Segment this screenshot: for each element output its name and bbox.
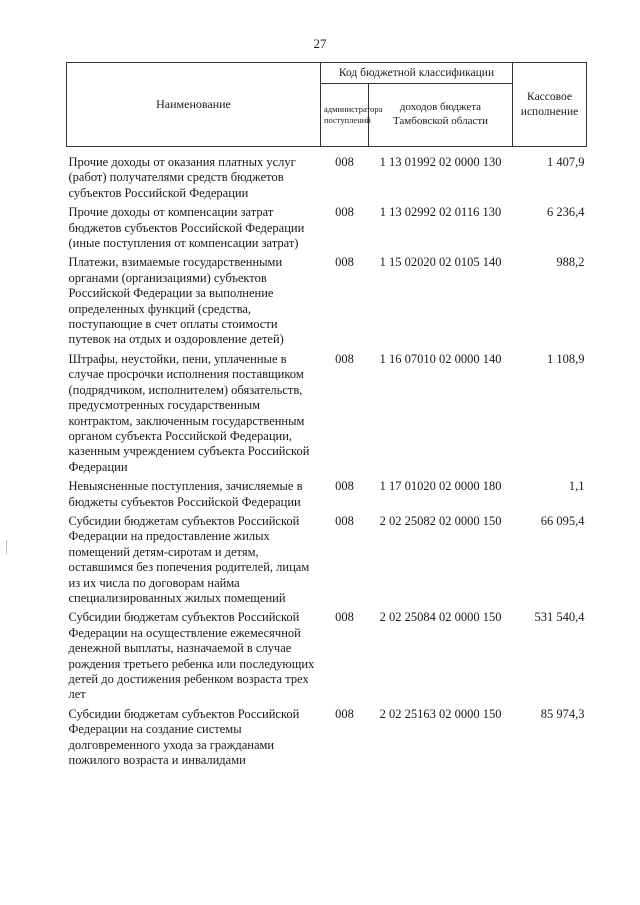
row-admin-code-cell: 008 — [335, 205, 354, 220]
row-revenue-code-cell: 1 13 01992 02 0000 130 — [379, 155, 502, 169]
table-body — [67, 147, 587, 773]
row-revenue-code-cell: 1 13 02992 02 0116 130 — [379, 205, 502, 220]
row-revenue-code-cell: 1 15 02020 02 0105 140 — [379, 255, 502, 270]
row-amount-cell: 1 108,9 — [547, 351, 585, 366]
table-row — [67, 479, 587, 514]
header-classification-code: Код бюджетной классификации — [321, 63, 513, 84]
row-admin-code-cell: 008 — [335, 155, 354, 169]
table-row — [67, 205, 587, 255]
row-amount-cell: 66 095,4 — [540, 513, 585, 528]
table-row — [67, 514, 587, 610]
table-row — [67, 610, 587, 706]
row-name-cell: Субсидии бюджетам субъектов Российской Федерации на предоставление жилых помещений детям-сиротам и детям, оставшимся без попечения родителей, лицам из их числа по договорам найма специализированных жилых помещений — [68, 513, 310, 605]
margin-mark — [6, 540, 7, 554]
row-amount-cell: 1,1 — [568, 479, 585, 494]
table-row — [67, 255, 587, 351]
row-name-cell: Прочие доходы от оказания платных услуг (работ) получателями средств бюджетов субъектов Российской Федерации — [68, 155, 296, 200]
row-name-cell: Платежи, взимаемые государственными органами (организациями) субъектов Российской Федерации за выполнение определенных функций (средства, поступающие в счет оплаты стоимости путевок на отдых и оздоровление детей) — [68, 255, 284, 347]
row-admin-code-cell: 008 — [335, 351, 354, 366]
row-name-cell: Субсидии бюджетам субъектов Российской Федерации на создание системы долговременного ухода за гражданами пожилого возраста и инвалидами — [68, 706, 300, 768]
row-revenue-code-cell: 2 02 25082 02 0000 150 — [379, 513, 502, 528]
header-administrator: администратора поступлений — [321, 84, 369, 147]
table-row — [67, 707, 587, 773]
budget-revenue-table — [66, 62, 587, 772]
row-amount-cell: 1 407,9 — [547, 155, 585, 169]
row-revenue-code-cell: 1 17 01020 02 0000 180 — [379, 479, 502, 494]
row-amount-cell: 85 974,3 — [540, 706, 585, 721]
row-revenue-code-cell: 2 02 25084 02 0000 150 — [379, 610, 502, 625]
header-name: Наименование — [67, 63, 321, 147]
header-cash-execution: Кассовое исполнение — [513, 63, 587, 147]
row-amount-cell: 531 540,4 — [534, 610, 585, 625]
row-name-cell: Штрафы, неустойки, пени, уплаченные в случае просрочки исполнения поставщиком (подрядчиком, исполнителем) обязательств, предусмотренных государственным контрактом, заключенным государственным органом субъекта Российской Федерации, казенным учреждением субъекта Российской Федерации — [68, 351, 310, 474]
row-name-cell: Субсидии бюджетам субъектов Российской Федерации на осуществление ежемесячной денежной выплаты, назначаемой в случае рождения третьего ребенка или последующих детей до достижения ребенком возраста трех лет — [68, 610, 315, 702]
row-amount-cell: 6 236,4 — [547, 205, 585, 220]
row-name-cell: Невыясненные поступления, зачисляемые в бюджеты субъектов Российской Федерации — [68, 479, 303, 509]
table-row — [67, 147, 587, 206]
row-admin-code-cell: 008 — [335, 513, 354, 528]
row-name-cell: Прочие доходы от компенсации затрат бюджетов субъектов Российской Федерации (иные поступления от компенсации затрат) — [68, 205, 305, 251]
row-revenue-code-cell: 1 16 07010 02 0000 140 — [379, 351, 502, 366]
row-admin-code-cell: 008 — [335, 479, 354, 494]
row-admin-code-cell: 008 — [335, 706, 354, 721]
table-header — [67, 63, 587, 147]
page-number: 27 — [313, 36, 327, 51]
header-revenue-code: доходов бюджета Тамбовской области — [369, 84, 513, 147]
table-row — [67, 352, 587, 479]
row-admin-code-cell: 008 — [335, 610, 354, 625]
row-amount-cell: 988,2 — [556, 255, 585, 270]
row-revenue-code-cell: 2 02 25163 02 0000 150 — [379, 706, 502, 721]
row-admin-code-cell: 008 — [335, 255, 354, 270]
